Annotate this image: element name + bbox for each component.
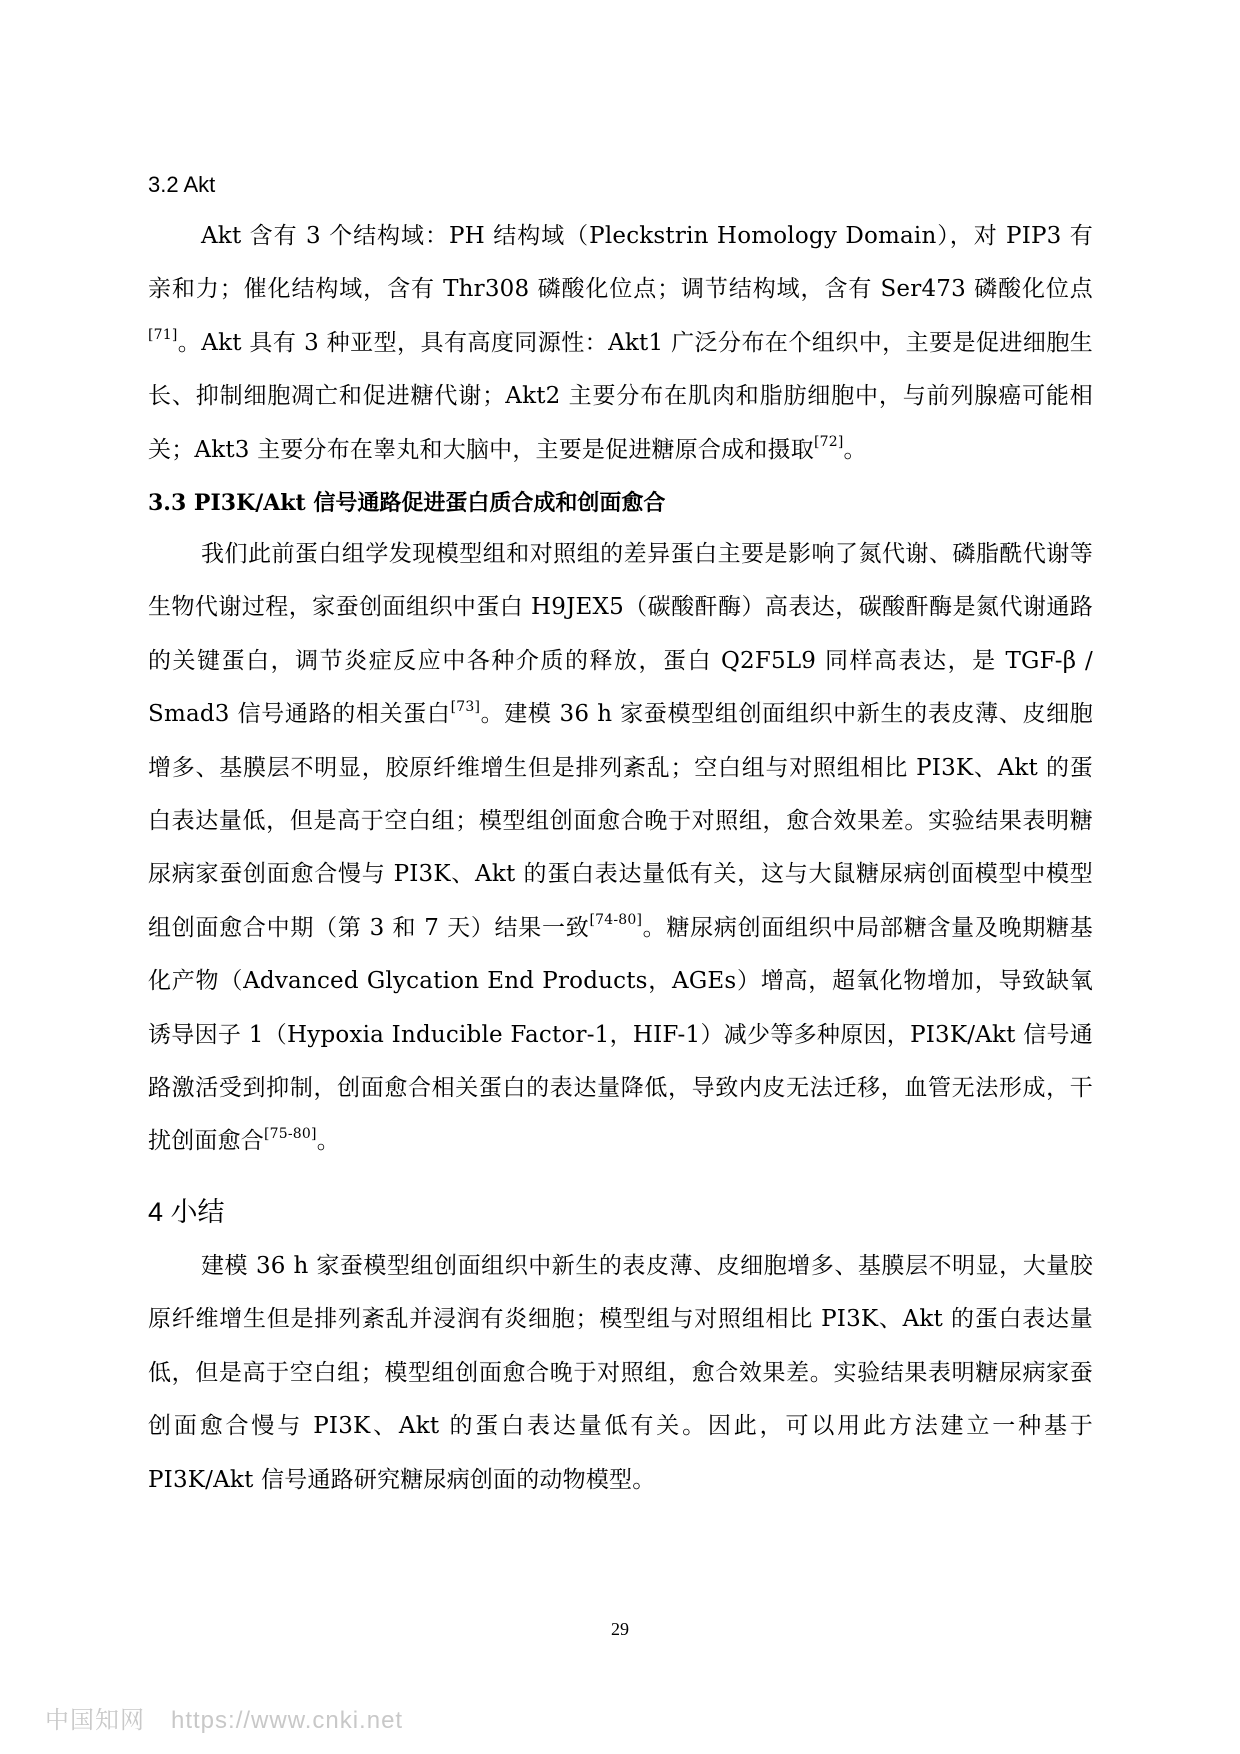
citation-71[interactable]: [71]: [148, 327, 178, 344]
paragraph-akt-text-2: 。Akt 具有 3 种亚型，具有高度同源性：Akt1 广泛分布在个组织中，主要是促进细胞生长、抑制细胞凋亡和促进糖代谢；Akt2 主要分布在肌肉和脂肪细胞中，与前列腺癌可能相关；Akt3 主要分布在睾丸和大脑中，主要是促进糖原合成和摄取: [148, 329, 1093, 463]
citation-74-80[interactable]: [74-80]: [589, 912, 643, 929]
heading-4: 4 小结: [148, 1197, 225, 1227]
paragraph-pi3k-text-4: 。: [316, 1128, 340, 1155]
watermark-url: https://www.cnki.net: [171, 1707, 404, 1734]
paragraph-pi3k-text-1: 我们此前蛋白组学发现模型组和对照组的差异蛋白主要是影响了氮代谢、磷脂酰代谢等生物代谢过程，家蚕创面组织中蛋白 H9JEX5（碳酸酐酶）高表达，碳酸酐酶是氮代谢通路的关键蛋白，调节炎症反应中各种介质的释放，蛋白 Q2F5L9 同样高表达，是 TGF-β / Smad3 信号通路的相关蛋白: [148, 541, 1093, 728]
paragraph-akt-text: Akt 含有 3 个结构域：PH 结构域（Pleckstrin Homology Domain），对 PIP3 有亲和力；催化结构域，含有 Thr308 磷酸化位点；调节结构域，含有 Ser473 磷酸化位点: [148, 223, 1093, 303]
paragraph-pi3k: [148, 528, 1093, 1169]
citation-73[interactable]: [73]: [450, 698, 481, 715]
paragraph-summary: 建模 36 h 家蚕模型组创面组织中新生的表皮薄、皮细胞增多、基膜层不明显，大量胶原纤维增生但是排列紊乱并浸润有炎细胞；模型组与对照组相比 PI3K、Akt 的蛋白表达量低，但是高于空白组；模型组创面愈合晚于对照组，愈合效果差。实验结果表明糖尿病家蚕创面愈合慢与 PI3K、Akt 的蛋白表达量低有关。因此，可以用此方法建立一种基于 PI3K/Akt 信号通路研究糖尿病创面的动物模型。: [148, 1253, 1093, 1493]
paragraph-akt-text-3: 。: [843, 436, 867, 463]
page-number: 29: [611, 1619, 629, 1639]
watermark-site: 中国知网: [45, 1707, 145, 1734]
paragraph-pi3k-text-3: 。糖尿病创面组织中局部糖含量及晚期糖基化产物（Advanced Glycation End Products，AGEs）增高，超氧化物增加，导致缺氧诱导因子 1（Hypoxia Inducible Factor-1，HIF-1）减少等多种原因，PI3K/Akt 信号通路激活受到抑制，创面愈合相关蛋白的表达量降低，导致内皮无法迁移，血管无法形成，干扰创面愈合: [148, 914, 1093, 1155]
paragraph-pi3k-text-2: 。建模 36 h 家蚕模型组创面组织中新生的表皮薄、皮细胞增多、基膜层不明显，胶原纤维增生但是排列紊乱；空白组与对照组相比 PI3K、Akt 的蛋白表达量低，但是高于空白组；模型组创面愈合晚于对照组，愈合效果差。实验结果表明糖尿病家蚕创面愈合慢与 PI3K、Akt 的蛋白表达量低有关，这与大鼠糖尿病创面模型中模型组创面愈合中期（第 3 和 7 天）结果一致: [148, 701, 1093, 941]
citation-72[interactable]: [72]: [813, 433, 844, 450]
citation-75-80[interactable]: [75-80]: [264, 1125, 317, 1142]
heading-3-3: 3.3 PI3K/Akt 信号通路促进蛋白质合成和创面愈合: [148, 490, 666, 516]
cnki-watermark: [45, 1700, 403, 1735]
paragraph-akt: [148, 210, 1093, 477]
heading-3-2: 3.2 Akt: [148, 172, 216, 197]
